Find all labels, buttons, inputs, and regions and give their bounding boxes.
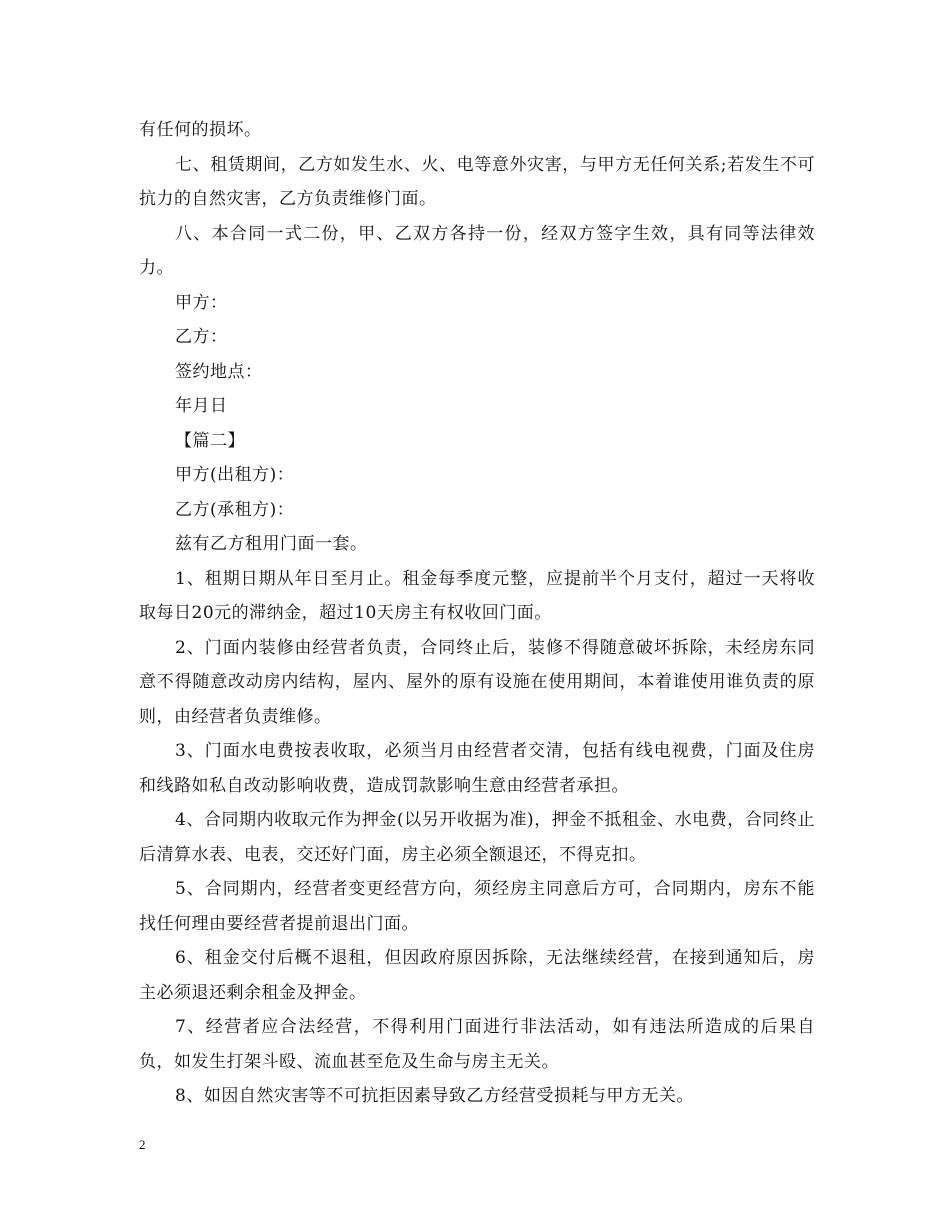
signing-date: 年月日: [175, 396, 228, 416]
paragraph-term-1: 1、租期日期从年日至月止。租金每季度元整，应提前半个月支付，超过一天将收取每日20元的滞纳金，超过10天房主有权收回门面。: [139, 568, 815, 623]
paragraph-term-6: 6、租金交付后概不退租，但因政府原因拆除，无法继续经营，在接到通知后，房主必须退还剩余租金及押金。: [139, 948, 815, 1003]
paragraph-term-4: 4、合同期内收取元作为押金(以另开收据为准)，押金不抵租金、水电费，合同终止后清算水表、电表，交还好门面，房主必须全额退还，不得克扣。: [139, 810, 815, 865]
paragraph-term-3: 3、门面水电费按表收取，必须当月由经营者交清，包括有线电视费，门面及住房和线路如私自改动影响收费，造成罚款影响生意由经营者承担。: [139, 741, 815, 796]
party-b-lessee: 乙方(承租方)：: [175, 499, 295, 520]
signature-party-b: 乙方：: [175, 327, 228, 347]
paragraph-intro: 兹有乙方租用门面一套。: [175, 534, 368, 554]
paragraph-continuation: 有任何的损坏。: [139, 120, 262, 140]
paragraph-term-7: 7、经营者应合法经营，不得利用门面进行非法活动，如有违法所造成的后果自负，如发生打架斗殴、流血甚至危及生命与房主无关。: [139, 1017, 815, 1072]
signature-party-a: 甲方：: [175, 292, 228, 313]
paragraph-term-5: 5、合同期内，经营者变更经营方向，须经房主同意后方可，合同期内，房东不能找任何理由要经营者提前退出门面。: [139, 879, 815, 934]
signing-location: 签约地点：: [175, 361, 263, 382]
party-a-lessor: 甲方(出租方)：: [175, 465, 295, 485]
paragraph-term-2: 2、门面内装修由经营者负责，合同终止后，装修不得随意破坏拆除，未经房东同意不得随意改动房内结构，屋内、屋外的原有设施在使用期间，本着谁使用谁负责的原则，由经营者负责维修。: [139, 637, 815, 727]
page-number: 2: [139, 1137, 146, 1152]
paragraph-clause-8: 八、本合同一式二份，甲、乙双方各持一份，经双方签字生效，具有同等法律效力。: [139, 223, 815, 278]
paragraph-term-8: 8、如因自然灾害等不可抗拒因素导致乙方经营受损耗与甲方无关。: [175, 1086, 694, 1106]
section-heading: 【篇二】: [175, 430, 245, 451]
document-body: [139, 113, 815, 1114]
paragraph-clause-7: 七、租赁期间，乙方如发生水、火、电等意外灾害，与甲方无任何关系;若发生不可抗力的自然灾害，乙方负责维修门面。: [139, 154, 815, 209]
